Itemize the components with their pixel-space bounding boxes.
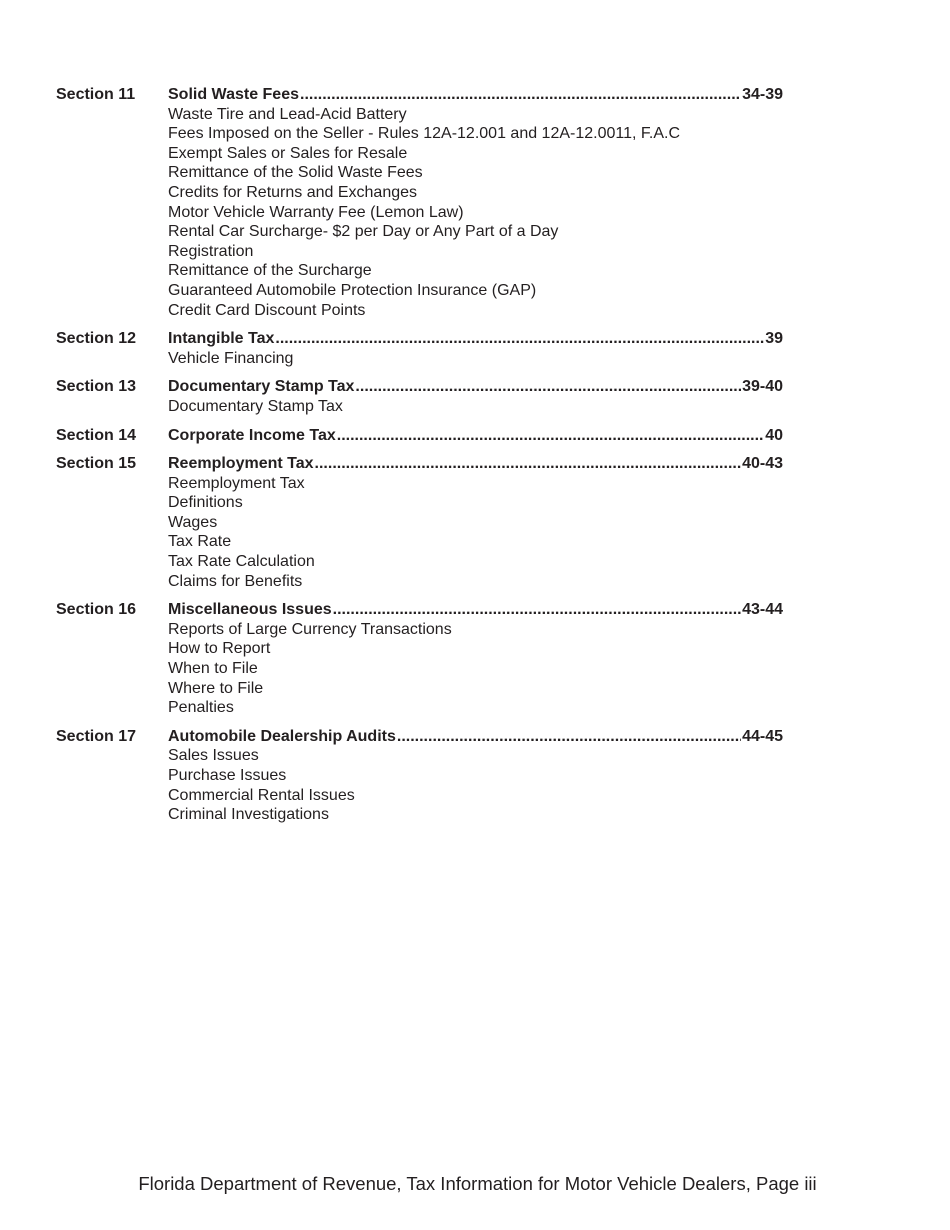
toc-section (56, 426, 783, 446)
subtopic-item: Tax Rate Calculation (168, 553, 315, 571)
subtopic-item: Reports of Large Currency Transactions (168, 620, 452, 638)
subtopic-item: Rental Car Surcharge- $2 per Day or Any Part of a Day (168, 223, 559, 241)
section-page-range: 34-39 (742, 86, 783, 103)
subtopic-item: Credits for Returns and Exchanges (168, 183, 418, 201)
section-number: Section 17 (56, 727, 137, 745)
dot-leader (275, 329, 764, 349)
subtopic-item: Tax Rate (168, 533, 232, 551)
section-body (168, 377, 783, 416)
dot-leader (315, 454, 742, 474)
section-title: Reemployment Tax (168, 455, 314, 473)
section-heading (168, 377, 783, 397)
section-body (168, 426, 783, 446)
section-page-range: 40-43 (742, 455, 783, 473)
toc-section (56, 85, 783, 320)
section-title: Solid Waste Fees (168, 86, 299, 103)
subtopic-item: Where to File (168, 679, 264, 697)
section-number: Section 14 (56, 426, 137, 444)
subtopic-item: Registration (168, 242, 254, 260)
subtopic-item: Reemployment Tax (168, 474, 305, 492)
subtopic-item: Waste Tire and Lead-Acid Battery (168, 105, 407, 123)
toc-section (56, 329, 783, 368)
subtopic-item: Guaranteed Automobile Protection Insurance (GAP) (168, 281, 537, 299)
subtopic-item: How to Report (168, 640, 271, 658)
dot-leader (397, 727, 741, 747)
section-body (168, 329, 783, 368)
subtopic-item: Vehicle Financing (168, 349, 294, 367)
toc-section (56, 600, 783, 718)
section-body (168, 600, 783, 718)
subtopic-item: Motor Vehicle Warranty Fee (Lemon Law) (168, 203, 464, 221)
toc-section (56, 727, 783, 825)
section-heading (168, 426, 783, 446)
section-page-range: 43-44 (742, 601, 783, 619)
section-heading (168, 727, 783, 747)
section-heading (168, 454, 783, 474)
subtopic-item: Fees Imposed on the Seller - Rules 12A-12.001 and 12A-12.0011, F.A.C (168, 125, 681, 143)
table-of-contents (56, 85, 783, 834)
page-footer: Florida Department of Revenue, Tax Information for Motor Vehicle Dealers, Page iii (138, 1173, 817, 1194)
subtopic-item: When to File (168, 660, 258, 678)
subtopic-item: Purchase Issues (168, 767, 287, 784)
section-page-range: 40 (765, 426, 783, 444)
subtopic-item: Definitions (168, 494, 243, 512)
subtopic-item: Penalties (168, 699, 234, 717)
section-title: Automobile Dealership Audits (168, 727, 396, 745)
subtopic-item: Remittance of the Surcharge (168, 262, 372, 280)
section-title: Miscellaneous Issues (168, 601, 332, 619)
section-page-range: 39-40 (742, 378, 783, 396)
toc-section (56, 454, 783, 591)
section-title: Intangible Tax (168, 330, 275, 348)
subtopic-item: Documentary Stamp Tax (168, 397, 343, 415)
section-body (168, 454, 783, 591)
subtopic-item: Commercial Rental Issues (168, 786, 355, 804)
section-heading (168, 85, 783, 105)
dot-leader (333, 600, 741, 620)
section-heading (168, 600, 783, 620)
dot-leader (300, 85, 741, 105)
subtopic-item: Wages (168, 513, 218, 531)
section-number: Section 16 (56, 601, 137, 619)
dot-leader (355, 377, 741, 397)
section-number: Section 11 (56, 86, 136, 103)
subtopic-item: Exempt Sales or Sales for Resale (168, 144, 408, 162)
section-title: Corporate Income Tax (168, 426, 336, 444)
subtopic-item: Sales Issues (168, 747, 259, 765)
subtopic-item: Criminal Investigations (168, 806, 329, 824)
section-number: Section 12 (56, 330, 137, 348)
section-number: Section 13 (56, 378, 137, 396)
section-number: Section 15 (56, 455, 137, 473)
subtopic-item: Remittance of the Solid Waste Fees (168, 164, 423, 182)
section-body (168, 727, 783, 825)
subtopic-item: Credit Card Discount Points (168, 301, 366, 319)
section-page-range: 39 (765, 330, 783, 348)
subtopic-item: Claims for Benefits (168, 572, 303, 590)
toc-section (56, 377, 783, 416)
section-page-range: 44-45 (742, 727, 783, 745)
section-heading (168, 329, 783, 349)
dot-leader (337, 426, 764, 446)
section-body (168, 85, 783, 320)
section-title: Documentary Stamp Tax (168, 378, 355, 396)
